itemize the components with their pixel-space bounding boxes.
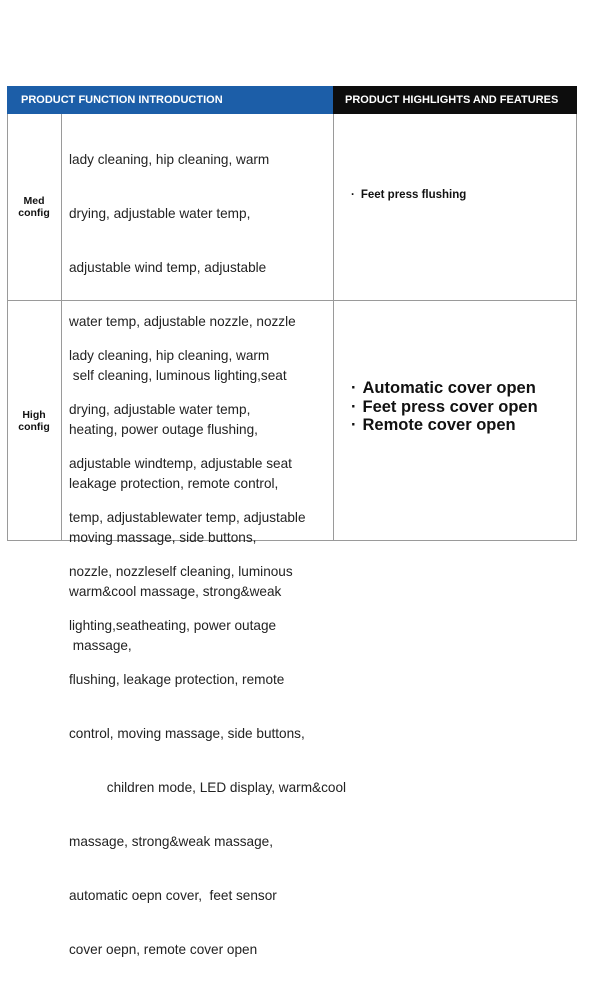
- row-label-med-config: [7, 114, 61, 300]
- desc-line: drying, adjustable water temp,: [69, 402, 251, 417]
- row-label-line2: config: [18, 207, 50, 219]
- header-left-text: PRODUCT FUNCTION INTRODUCTION: [21, 94, 223, 106]
- desc-line: flushing, leakage protection, remote: [69, 672, 285, 687]
- header-product-function-introduction: [7, 86, 333, 114]
- desc-line: control, moving massage, side buttons,: [69, 726, 305, 741]
- row-label-high-config: [7, 301, 61, 541]
- desc-line: warm&cool massage, strong&weak: [69, 584, 282, 599]
- label-column-divider: [61, 114, 62, 541]
- desc-line: children mode, LED display, warm&cool: [69, 780, 347, 795]
- row-features-med-config: [351, 188, 577, 202]
- desc-line: leakage protection, remote control,: [69, 476, 279, 491]
- desc-line: lighting,seatheating, power outage: [69, 618, 277, 633]
- bullet-dot: ·: [351, 379, 357, 397]
- feature-text: Feet press cover open: [362, 397, 538, 416]
- feature-text: Feet press flushing: [360, 189, 467, 201]
- table-border-right: [576, 114, 577, 541]
- desc-line: moving massage, side buttons,: [69, 530, 257, 545]
- desc-line: adjustable windtemp, adjustable seat: [69, 456, 292, 471]
- desc-line: heating, power outage flushing,: [69, 422, 258, 437]
- desc-line: adjustable wind temp, adjustable: [69, 260, 267, 275]
- row-description-high-config: [69, 311, 347, 995]
- desc-line: automatic oepn cover, feet sensor: [69, 888, 277, 903]
- desc-line: self cleaning, luminous lighting,seat: [69, 368, 287, 383]
- bullet-dot: ·: [351, 397, 357, 416]
- feature-column-divider: [333, 114, 334, 541]
- row-label-line1: High: [22, 409, 46, 421]
- product-function-table: [7, 86, 577, 957]
- row-label-line1: Med: [23, 195, 45, 207]
- desc-line: massage, strong&weak massage,: [69, 834, 274, 849]
- feature-item: [351, 416, 577, 435]
- bullet-dot: ·: [351, 189, 355, 201]
- feature-text: Remote cover open: [362, 416, 516, 434]
- feature-item: [351, 379, 577, 398]
- desc-line: water temp, adjustable nozzle, nozzle: [69, 314, 296, 329]
- header-right-text: PRODUCT HIGHLIGHTS AND FEATURES: [345, 94, 559, 106]
- desc-line: temp, adjustablewater temp, adjustable: [69, 510, 306, 525]
- row-label-line2: config: [18, 421, 50, 433]
- desc-line: cover oepn, remote cover open: [69, 942, 258, 957]
- desc-line: nozzle, nozzleself cleaning, luminous: [69, 564, 293, 579]
- desc-line: drying, adjustable water temp,: [69, 206, 251, 221]
- feature-text: Automatic cover open: [362, 379, 536, 397]
- desc-line: massage,: [69, 638, 132, 653]
- desc-line: lady cleaning, hip cleaning, warm: [69, 348, 270, 363]
- bullet-dot: ·: [351, 416, 357, 434]
- header-product-highlights: [333, 86, 577, 114]
- feature-item: [351, 188, 577, 202]
- feature-item: [351, 398, 577, 417]
- desc-line: lady cleaning, hip cleaning, warm: [69, 152, 270, 167]
- row-features-high-config: [351, 379, 577, 435]
